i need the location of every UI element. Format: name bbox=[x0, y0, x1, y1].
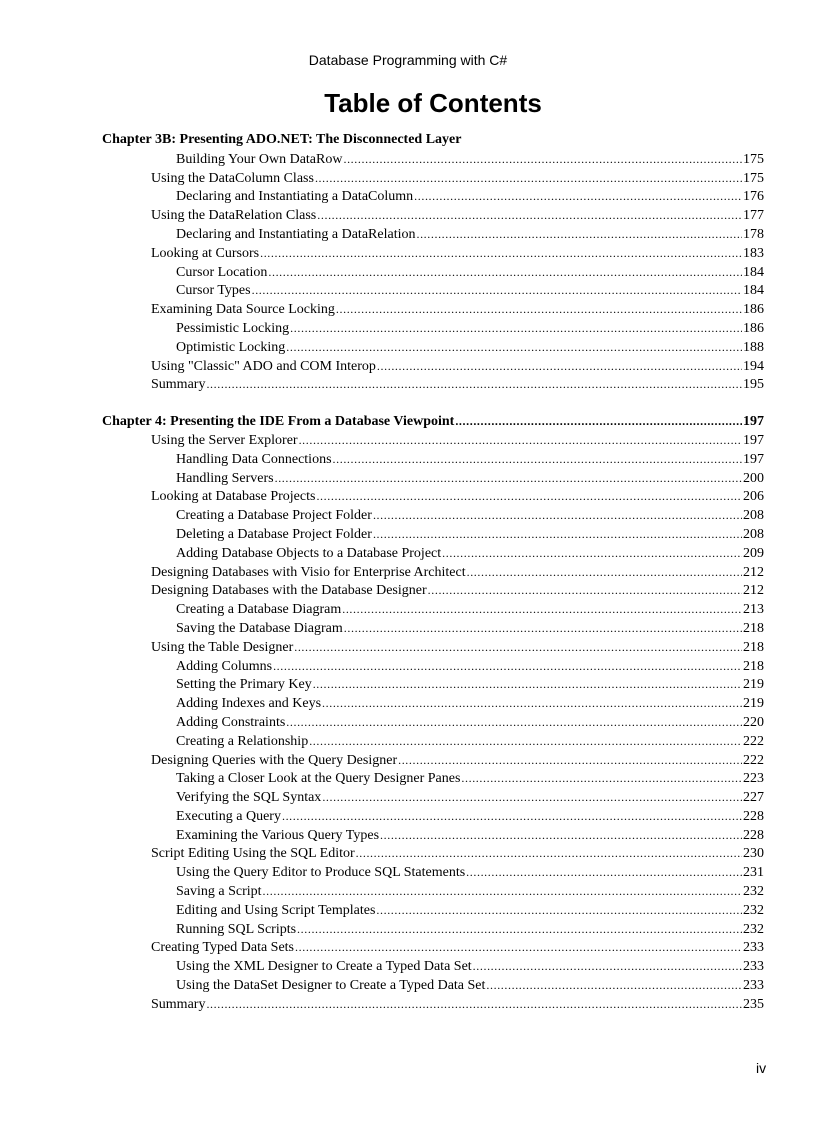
toc-subsection-entry[interactable] bbox=[102, 319, 764, 338]
toc-page-number: 212 bbox=[743, 564, 764, 580]
toc-dot-leader bbox=[299, 431, 742, 450]
toc-entry-label: Taking a Closer Look at the Query Designer Panes bbox=[176, 771, 461, 787]
toc-page-number: 228 bbox=[743, 827, 764, 843]
toc-entry-label: Using the DataSet Designer to Create a Typed Data Set bbox=[176, 978, 486, 994]
toc-subsection-entry[interactable] bbox=[102, 976, 764, 995]
running-header: Database Programming with C# bbox=[308, 52, 508, 68]
toc-subsection-entry[interactable] bbox=[102, 826, 764, 845]
toc-page-number: 184 bbox=[743, 283, 764, 299]
toc-subsection-entry[interactable] bbox=[102, 732, 764, 751]
toc-page-number: 218 bbox=[743, 658, 764, 674]
toc-dot-leader bbox=[473, 957, 742, 976]
toc-entry-label: Using "Classic" ADO and COM Interop bbox=[151, 358, 376, 374]
toc-entry-label: Examining Data Source Locking bbox=[151, 302, 335, 318]
toc-entry-label: Examining the Various Query Types bbox=[176, 827, 380, 843]
toc-dot-leader bbox=[414, 187, 742, 206]
toc-entry-label: Summary bbox=[151, 377, 206, 393]
toc-dot-leader bbox=[316, 487, 742, 506]
toc-page-number: 197 bbox=[743, 414, 764, 430]
toc-page-number: 195 bbox=[743, 377, 764, 393]
toc-dot-leader bbox=[295, 938, 742, 957]
toc-entry-label: Designing Queries with the Query Designer bbox=[151, 752, 398, 768]
toc-subsection-entry[interactable] bbox=[102, 863, 764, 882]
toc-dot-leader bbox=[315, 169, 742, 188]
toc-subsection-entry[interactable] bbox=[102, 882, 764, 901]
toc-dot-leader bbox=[428, 581, 742, 600]
toc-dot-leader bbox=[294, 638, 742, 657]
page-title: Table of Contents bbox=[324, 88, 542, 118]
toc-dot-leader bbox=[467, 563, 742, 582]
toc-page-number: 184 bbox=[743, 264, 764, 280]
table-of-contents bbox=[102, 131, 764, 1014]
toc-dot-leader bbox=[373, 506, 742, 525]
toc-entry-label: Creating a Database Project Folder bbox=[176, 508, 372, 524]
toc-page-number: 197 bbox=[743, 432, 764, 448]
toc-entry-label: Looking at Cursors bbox=[151, 245, 260, 261]
toc-dot-leader bbox=[333, 450, 742, 469]
toc-page-number: 208 bbox=[743, 526, 764, 542]
toc-page-number: 175 bbox=[743, 170, 764, 186]
toc-entry-label: Adding Database Objects to a Database Project bbox=[176, 545, 442, 561]
toc-entry-label: Declaring and Instantiating a DataRelation bbox=[176, 226, 416, 242]
toc-entry-label: Using the Table Designer bbox=[151, 639, 294, 655]
toc-chapter-heading[interactable] bbox=[102, 131, 764, 150]
toc-entry-label: Using the DataRelation Class bbox=[151, 208, 317, 224]
toc-section-entry[interactable] bbox=[102, 244, 764, 263]
toc-page-number: 200 bbox=[743, 470, 764, 486]
toc-subsection-entry[interactable] bbox=[102, 469, 764, 488]
toc-dot-leader bbox=[486, 976, 742, 995]
toc-entry-label: Handling Servers bbox=[176, 470, 274, 486]
toc-dot-leader bbox=[263, 882, 742, 901]
toc-section-entry[interactable] bbox=[102, 487, 764, 506]
toc-dot-leader bbox=[455, 412, 742, 431]
toc-entry-label: Setting the Primary Key bbox=[176, 677, 312, 693]
toc-subsection-entry[interactable] bbox=[102, 600, 764, 619]
toc-subsection-entry[interactable] bbox=[102, 807, 764, 826]
toc-dot-leader bbox=[356, 844, 742, 863]
toc-section-entry[interactable] bbox=[102, 375, 764, 394]
toc-subsection-entry[interactable] bbox=[102, 187, 764, 206]
toc-dot-leader bbox=[206, 375, 742, 394]
toc-entry-label: Optimistic Locking bbox=[176, 339, 286, 355]
toc-subsection-entry[interactable] bbox=[102, 769, 764, 788]
toc-subsection-entry[interactable] bbox=[102, 901, 764, 920]
toc-page-number: 183 bbox=[743, 245, 764, 261]
toc-page-number: 177 bbox=[743, 208, 764, 224]
toc-section-entry[interactable] bbox=[102, 844, 764, 863]
toc-dot-leader bbox=[344, 619, 742, 638]
toc-dot-leader bbox=[322, 788, 742, 807]
toc-subsection-entry[interactable] bbox=[102, 957, 764, 976]
toc-page-number: 232 bbox=[743, 884, 764, 900]
toc-entry-label: Using the Server Explorer bbox=[151, 432, 298, 448]
toc-entry-label: Editing and Using Script Templates bbox=[176, 902, 376, 918]
toc-subsection-entry[interactable] bbox=[102, 544, 764, 563]
toc-entry-label: Adding Indexes and Keys bbox=[176, 696, 322, 712]
toc-page-number: 220 bbox=[743, 714, 764, 730]
toc-section-entry[interactable] bbox=[102, 563, 764, 582]
toc-entry-label: Designing Databases with Visio for Enterprise Architect bbox=[151, 564, 466, 580]
toc-entry-label: Summary bbox=[151, 996, 206, 1012]
toc-entry-label: Using the DataColumn Class bbox=[151, 170, 314, 186]
toc-dot-leader bbox=[273, 657, 742, 676]
page-number: iv bbox=[756, 1060, 767, 1076]
toc-entry-label: Looking at Database Projects bbox=[151, 489, 316, 505]
toc-page-number: 209 bbox=[743, 545, 764, 561]
toc-page-number: 212 bbox=[743, 583, 764, 599]
toc-subsection-entry[interactable] bbox=[102, 657, 764, 676]
toc-chapter-section bbox=[102, 412, 764, 1014]
toc-entry-label: Verifying the SQL Syntax bbox=[176, 790, 322, 806]
toc-page-number: 186 bbox=[743, 302, 764, 318]
toc-chapter-section bbox=[102, 131, 764, 394]
toc-dot-leader bbox=[268, 263, 742, 282]
toc-dot-leader bbox=[322, 694, 742, 713]
toc-section-entry[interactable] bbox=[102, 751, 764, 770]
toc-entry-label: Script Editing Using the SQL Editor bbox=[151, 846, 355, 862]
toc-section-entry[interactable] bbox=[102, 995, 764, 1014]
toc-dot-leader bbox=[282, 807, 742, 826]
toc-dot-leader bbox=[461, 769, 742, 788]
toc-dot-leader bbox=[373, 525, 742, 544]
toc-page-number: 186 bbox=[743, 320, 764, 336]
toc-subsection-entry[interactable] bbox=[102, 150, 764, 169]
toc-page-number: 233 bbox=[743, 978, 764, 994]
toc-dot-leader bbox=[286, 338, 742, 357]
toc-section-entry[interactable] bbox=[102, 938, 764, 957]
toc-entry-label: Saving a Script bbox=[176, 884, 262, 900]
toc-page-number: 223 bbox=[743, 771, 764, 787]
toc-page-number: 197 bbox=[743, 451, 764, 467]
toc-dot-leader bbox=[336, 300, 742, 319]
toc-subsection-entry[interactable] bbox=[102, 920, 764, 939]
toc-subsection-entry[interactable] bbox=[102, 525, 764, 544]
toc-dot-leader bbox=[286, 713, 742, 732]
toc-entry-label: Designing Databases with the Database Designer bbox=[151, 583, 427, 599]
toc-subsection-entry[interactable] bbox=[102, 675, 764, 694]
toc-subsection-entry[interactable] bbox=[102, 225, 764, 244]
toc-dot-leader bbox=[275, 469, 742, 488]
toc-subsection-entry[interactable] bbox=[102, 713, 764, 732]
toc-entry-label: Creating Typed Data Sets bbox=[151, 940, 295, 956]
toc-entry-label: Running SQL Scripts bbox=[176, 921, 297, 937]
toc-dot-leader bbox=[290, 319, 742, 338]
toc-page-number: 178 bbox=[743, 226, 764, 242]
toc-page-number: 235 bbox=[743, 996, 764, 1012]
toc-entry-label: Pessimistic Locking bbox=[176, 320, 290, 336]
toc-subsection-entry[interactable] bbox=[102, 338, 764, 357]
toc-section-entry[interactable] bbox=[102, 581, 764, 600]
toc-subsection-entry[interactable] bbox=[102, 281, 764, 300]
toc-dot-leader bbox=[380, 826, 742, 845]
toc-entry-label: Building Your Own DataRow bbox=[176, 151, 343, 167]
toc-section-entry[interactable] bbox=[102, 638, 764, 657]
toc-dot-leader bbox=[398, 751, 742, 770]
toc-subsection-entry[interactable] bbox=[102, 788, 764, 807]
toc-entry-label: Adding Columns bbox=[176, 658, 273, 674]
toc-chapter-title: Chapter 3B: Presenting ADO.NET: The Disconnected Layer bbox=[102, 132, 462, 147]
toc-dot-leader bbox=[252, 281, 742, 300]
toc-dot-leader bbox=[342, 600, 742, 619]
toc-section-entry[interactable] bbox=[102, 169, 764, 188]
toc-subsection-entry[interactable] bbox=[102, 506, 764, 525]
toc-page-number: 232 bbox=[743, 902, 764, 918]
toc-page-number: 222 bbox=[743, 752, 764, 768]
toc-entry-label: Deleting a Database Project Folder bbox=[176, 526, 372, 542]
toc-dot-leader bbox=[442, 544, 742, 563]
toc-entry-label: Executing a Query bbox=[176, 808, 281, 824]
toc-section-entry[interactable] bbox=[102, 431, 764, 450]
toc-dot-leader bbox=[317, 206, 742, 225]
toc-page-number: 219 bbox=[743, 696, 764, 712]
toc-entry-label: Cursor Location bbox=[176, 264, 268, 280]
toc-entry-label: Cursor Types bbox=[176, 283, 251, 299]
toc-page-number: 176 bbox=[743, 189, 764, 205]
toc-dot-leader bbox=[309, 732, 742, 751]
toc-subsection-entry[interactable] bbox=[102, 619, 764, 638]
toc-page-number: 218 bbox=[743, 620, 764, 636]
toc-entry-label: Creating a Database Diagram bbox=[176, 602, 342, 618]
toc-entry-label: Using the Query Editor to Produce SQL Statements bbox=[176, 865, 466, 881]
toc-page-number: 206 bbox=[743, 489, 764, 505]
toc-page-number: 219 bbox=[743, 677, 764, 693]
toc-section-entry[interactable] bbox=[102, 206, 764, 225]
toc-chapter-title: Chapter 4: Presenting the IDE From a Database Viewpoint bbox=[102, 414, 455, 430]
toc-subsection-entry[interactable] bbox=[102, 450, 764, 469]
toc-dot-leader bbox=[376, 901, 742, 920]
toc-chapter-heading[interactable] bbox=[102, 412, 764, 431]
toc-page-number: 231 bbox=[743, 865, 764, 881]
toc-page-number: 233 bbox=[743, 959, 764, 975]
toc-page-number: 208 bbox=[743, 508, 764, 524]
toc-entry-label: Handling Data Connections bbox=[176, 451, 332, 467]
toc-dot-leader bbox=[416, 225, 742, 244]
toc-entry-label: Adding Constraints bbox=[176, 714, 286, 730]
toc-dot-leader bbox=[206, 995, 742, 1014]
toc-page-number: 194 bbox=[743, 358, 764, 374]
toc-entry-label: Using the XML Designer to Create a Typed Data Set bbox=[176, 959, 472, 975]
toc-subsection-entry[interactable] bbox=[102, 694, 764, 713]
toc-page-number: 175 bbox=[743, 151, 764, 167]
toc-subsection-entry[interactable] bbox=[102, 263, 764, 282]
toc-entry-label: Saving the Database Diagram bbox=[176, 620, 343, 636]
toc-page-number: 228 bbox=[743, 808, 764, 824]
toc-dot-leader bbox=[343, 150, 742, 169]
toc-page-number: 227 bbox=[743, 790, 764, 806]
toc-page-number: 230 bbox=[743, 846, 764, 862]
toc-entry-label: Creating a Relationship bbox=[176, 733, 309, 749]
toc-page-number: 218 bbox=[743, 639, 764, 655]
toc-entry-label: Declaring and Instantiating a DataColumn bbox=[176, 189, 414, 205]
toc-dot-leader bbox=[466, 863, 742, 882]
toc-dot-leader bbox=[260, 244, 742, 263]
toc-page-number: 233 bbox=[743, 940, 764, 956]
toc-dot-leader bbox=[313, 675, 742, 694]
toc-page-number: 222 bbox=[743, 733, 764, 749]
toc-page-number: 232 bbox=[743, 921, 764, 937]
toc-section-entry[interactable] bbox=[102, 300, 764, 319]
toc-dot-leader bbox=[297, 920, 742, 939]
toc-dot-leader bbox=[377, 357, 742, 376]
toc-page-number: 188 bbox=[743, 339, 764, 355]
toc-page-number: 213 bbox=[743, 602, 764, 618]
toc-section-entry[interactable] bbox=[102, 357, 764, 376]
